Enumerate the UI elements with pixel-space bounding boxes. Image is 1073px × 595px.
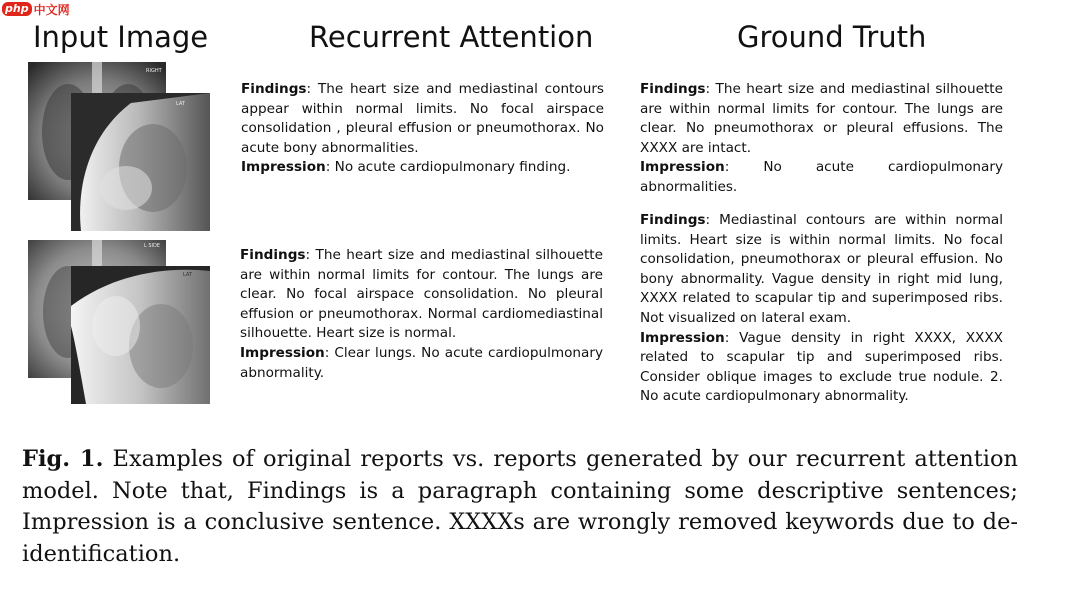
truth-report-1 [640, 80, 1003, 198]
figure-caption [22, 444, 1018, 570]
impression-text: : Clear lungs. No acute cardiopulmonary abnormality. [240, 344, 603, 381]
generated-report-1 [241, 80, 604, 178]
findings-paragraph [241, 80, 604, 158]
truth-report-2 [640, 211, 1003, 407]
findings-text: : The heart size and mediastinal silhouette are within normal limits for contour. The lungs are clear. No pneumothorax or pleural effusions. The XXXX are intact. [640, 81, 1003, 156]
figure-caption-text: Examples of original reports vs. reports generated by our recurrent attention model. Note that, Findings is a paragraph containing some descriptive sentences; Impression is a conclusive sentence. XXXXs are wrongly removed keywords due to de-identification. [22, 446, 1018, 567]
impression-label: Impression [640, 329, 725, 346]
impression-paragraph [240, 344, 603, 383]
impression-paragraph [640, 158, 1003, 197]
impression-text: : No acute cardiopulmonary abnormalities. [640, 159, 1003, 195]
findings-paragraph [640, 80, 1003, 158]
impression-label: Impression [241, 159, 326, 176]
findings-paragraph [240, 246, 603, 344]
findings-text: : Mediastinal contours are within normal limits. Heart size is within normal limits. No focal consolidation, pneumothorax or pleural effusion. No bony abnormality. Vague density in right mid lung, XXXX related to scapular tip and superimposed ribs. Not visualized on lateral exam. [640, 212, 1003, 326]
findings-text: : The heart size and mediastinal silhouette are within normal limits for contour. The lungs are clear. No focal airspace consolidation. No pleural effusion or pneumothorax. Normal cardiomediastinal silhouette. Heart size is normal. [240, 247, 603, 342]
findings-label: Findings [640, 81, 706, 97]
xray-frontal-2-tag: L SIDE [144, 243, 161, 249]
impression-text: : Vague density in right XXXX, XXXX related to scapular tip and superimposed ribs. Consider oblique images to exclude true nodule. 2. No acute cardiopulmonary abnormality. [640, 329, 1003, 405]
findings-paragraph [640, 211, 1003, 329]
impression-paragraph [640, 329, 1003, 407]
watermark-php-logo: php [2, 2, 32, 16]
findings-text: : The heart size and mediastinal contours appear within normal limits. No focal airspace consolidation , pleural effusion or pneumothorax. No acute bony abnormalities. [241, 81, 604, 156]
findings-label: Findings [240, 247, 306, 263]
impression-label: Impression [240, 344, 325, 361]
watermark-site-name: 中文网 [33, 2, 70, 17]
findings-label: Findings [640, 212, 706, 228]
site-watermark [2, 0, 70, 18]
figure-label: Fig. 1. [22, 446, 104, 472]
findings-label: Findings [241, 81, 307, 97]
impression-paragraph [241, 158, 604, 178]
xray-lateral-2-tag: LAT [183, 272, 192, 278]
xray-frontal-1-tag: RIGHT [146, 68, 162, 74]
xray-lateral-1 [71, 93, 210, 231]
impression-label: Impression [640, 159, 725, 176]
column-heading-input: Input Image [33, 20, 209, 54]
column-heading-generated: Recurrent Attention [309, 20, 594, 54]
xray-lateral-2 [71, 266, 210, 404]
xray-lateral-1-tag: LAT [176, 101, 185, 107]
impression-text: : No acute cardiopulmonary finding. [325, 159, 571, 176]
column-heading-truth: Ground Truth [737, 20, 927, 54]
generated-report-2 [240, 246, 603, 383]
